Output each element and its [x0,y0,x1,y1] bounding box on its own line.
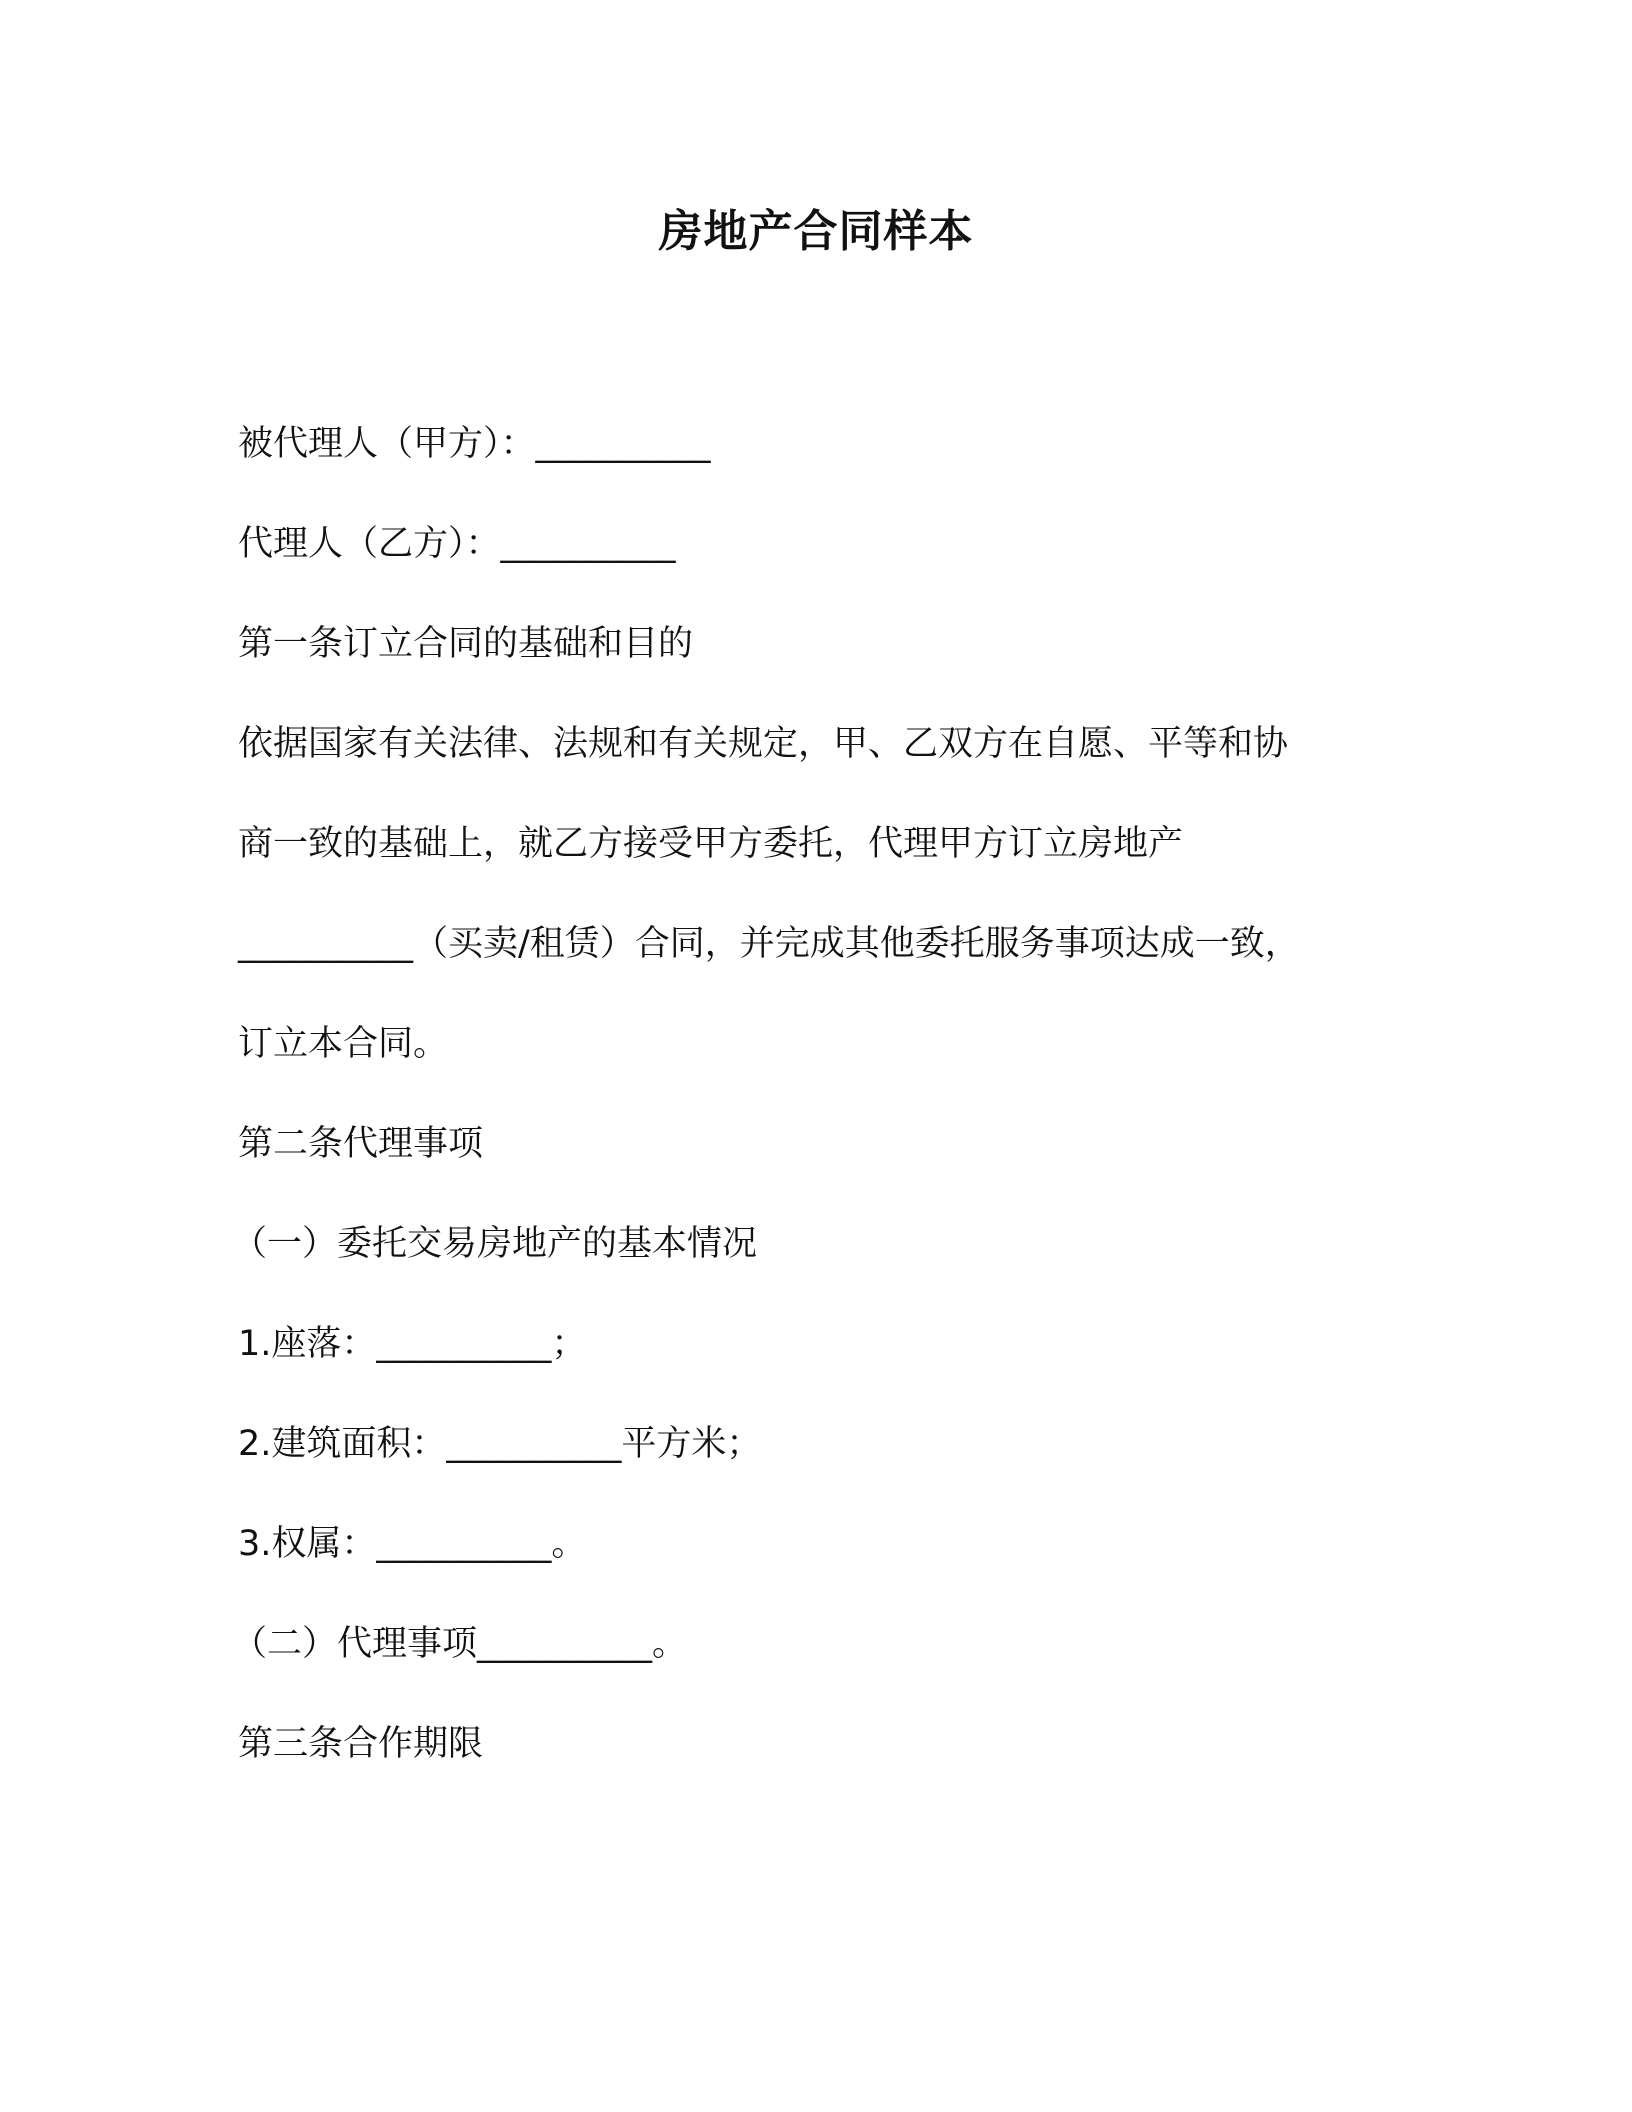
article-2-heading: 第二条代理事项 [238,1124,484,1164]
article-1-text-line-3: __________（买卖/租赁）合同，并完成其他委托服务事项达成一致， [238,924,1300,964]
location-field-line: 1.座落：__________； [238,1324,587,1364]
article-1-heading: 第一条订立合同的基础和目的 [238,624,694,664]
article-3-heading: 第三条合作期限 [238,1724,484,1764]
document-title: 房地产合同样本 [658,206,974,257]
article-1-text-line-2: 商一致的基础上，就乙方接受甲方委托，代理甲方订立房地产 [238,824,1184,864]
article-2-subsection-1: （一）委托交易房地产的基本情况 [232,1224,758,1264]
agent-party-line: 代理人（乙方）：__________ [238,524,676,564]
ownership-field-line: 3.权属：__________。 [238,1524,587,1564]
article-2-subsection-2: （二）代理事项__________。 [232,1624,688,1664]
principal-party-line: 被代理人（甲方）：__________ [238,424,711,464]
floor-area-field-line: 2.建筑面积：__________平方米； [238,1424,762,1464]
article-1-text-line-4: 订立本合同。 [238,1024,449,1064]
article-1-text-line-1: 依据国家有关法律、法规和有关规定，甲、乙双方在自愿、平等和协 [238,724,1289,764]
